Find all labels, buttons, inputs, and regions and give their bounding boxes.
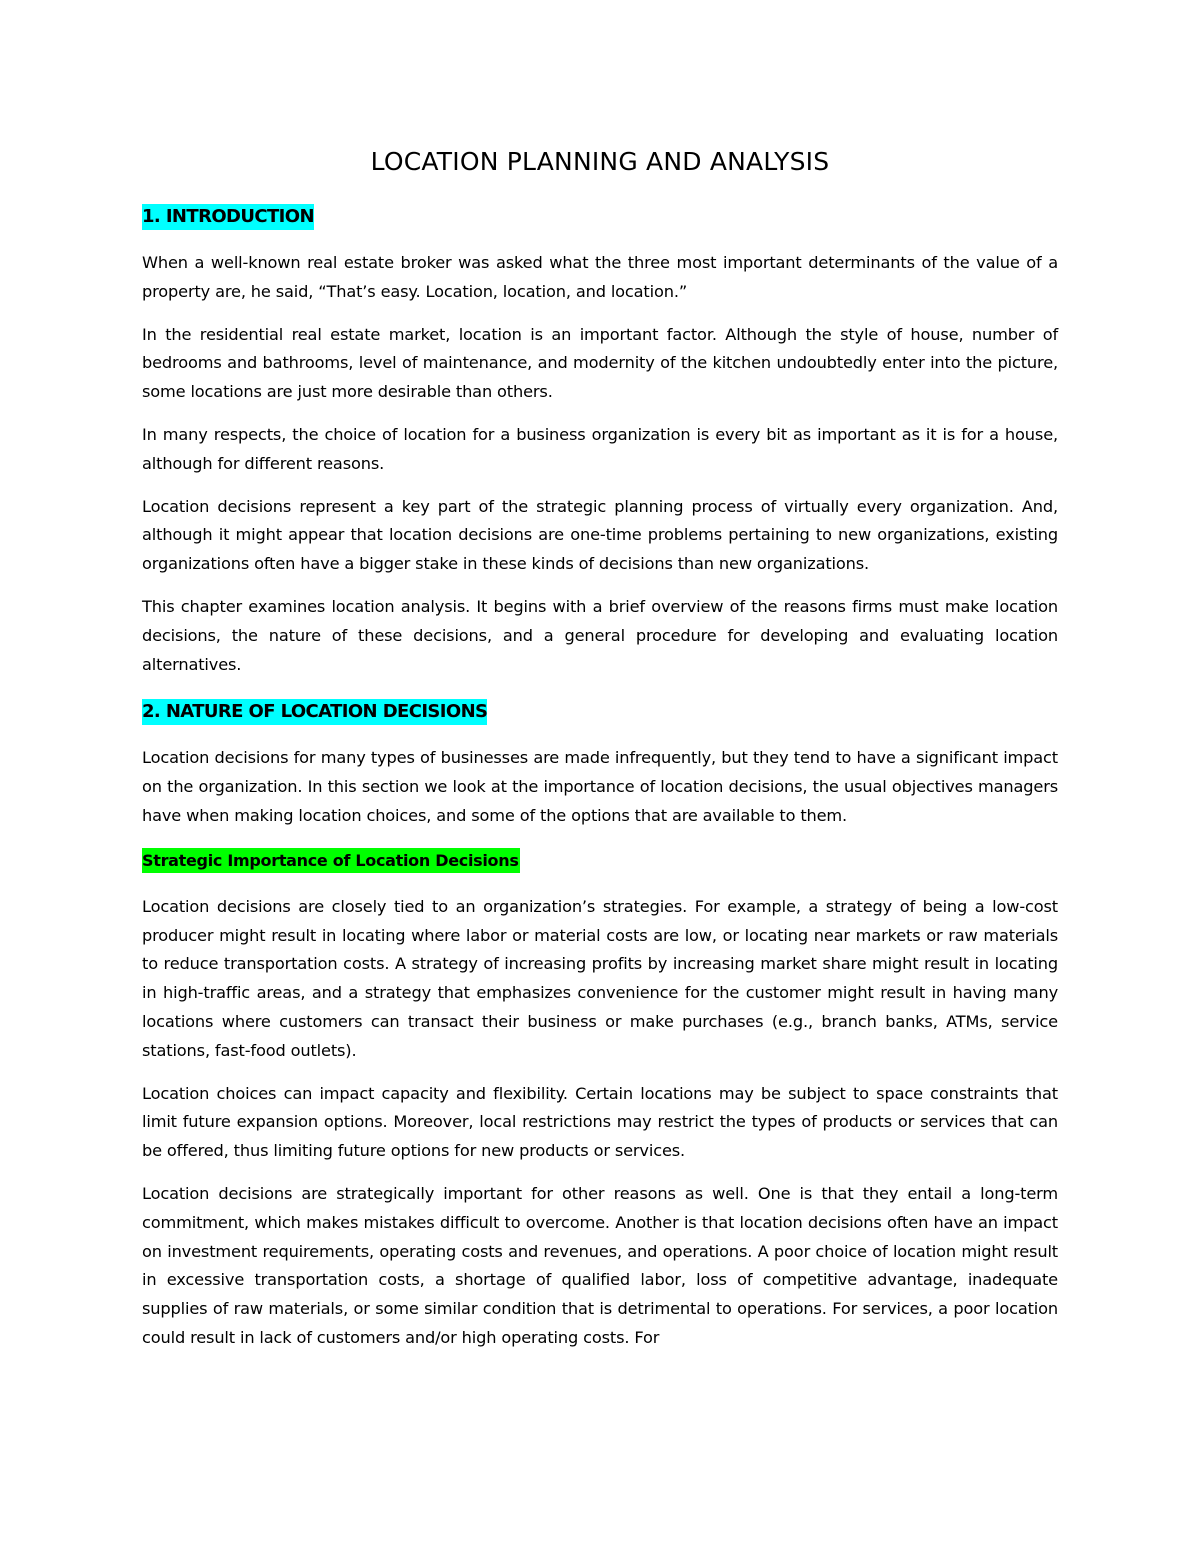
paragraph: Location decisions represent a key part of the strategic planning process of virtually every organization. And, although it might appear that location decisions are one-time problems pertaining to new organizations, existing organizations often have a bigger stake in these kinds of decisions than new organizations. [142, 496, 1058, 574]
section-heading [142, 198, 1058, 233]
section-introduction [142, 198, 1058, 679]
paragraph: When a well-known real estate broker was asked what the three most important determinants of the value of a property are, he said, “That’s easy. Location, location, and location.” [142, 253, 1058, 301]
paragraph: In many respects, the choice of location for a business organization is every bit as important as it is for a house, although for different reasons. [142, 424, 1058, 473]
paragraph: In the residential real estate market, location is an important factor. Although the style of house, number of bedrooms and bathrooms, level of maintenance, and modernity of the kitchen undoubtedly enter into the picture, some locations are just more desirable than others. [142, 324, 1058, 402]
document-title: LOCATION PLANNING AND ANALYSIS [370, 147, 830, 176]
paragraph: Location choices can impact capacity and flexibility. Certain locations may be subject to space constraints that limit future expansion options. Moreover, local restrictions may restrict the types of products or services that can be offered, thus limiting future options for new products or services. [142, 1083, 1058, 1161]
paragraph: Location decisions are strategically important for other reasons as well. One is that they entail a long-term commitment, which makes mistakes difficult to overcome. Another is that location decisions often have an impact on investment requirements, operating costs and revenues, and operations. A poor choice of location might result in excessive transportation costs, a shortage of qualified labor, loss of competitive advantage, inadequate supplies of raw materials, or some similar condition that is detrimental to operations. For services, a poor location could result in lack of customers and/or high operating costs. For [142, 1183, 1058, 1347]
document-body [142, 140, 1058, 1367]
paragraph: Location decisions are closely tied to an organization’s strategies. For example, a strategy of being a low-cost producer might result in locating where labor or material costs are low, or locating near markets or raw materials to reduce transportation costs. A strategy of increasing profits by increasing market share might result in locating in high-traffic areas, and a strategy that emphasizes convenience for the customer might result in having many locations where customers can transact their business or make purchases (e.g., branch banks, ATMs, service stations, fast-food outlets). [142, 896, 1058, 1060]
subsection-heading [142, 845, 1058, 877]
subsection-heading-text: Strategic Importance of Location Decisions [142, 848, 520, 873]
paragraph: This chapter examines location analysis. It begins with a brief overview of the reasons firms must make location decisions, the nature of these decisions, and a general procedure for developing and evaluating location alternatives. [142, 596, 1058, 674]
section-heading [142, 693, 1058, 728]
section-heading-text: 2. NATURE OF LOCATION DECISIONS [142, 699, 487, 725]
paragraph: Location decisions for many types of businesses are made infrequently, but they tend to have a significant impact on the organization. In this section we look at the importance of location decisions, the usual objectives managers have when making location choices, and some of the options that are available to them. [142, 748, 1058, 825]
section-heading-text: 1. INTRODUCTION [142, 204, 314, 230]
section-nature-of-location-decisions [142, 693, 1058, 1352]
